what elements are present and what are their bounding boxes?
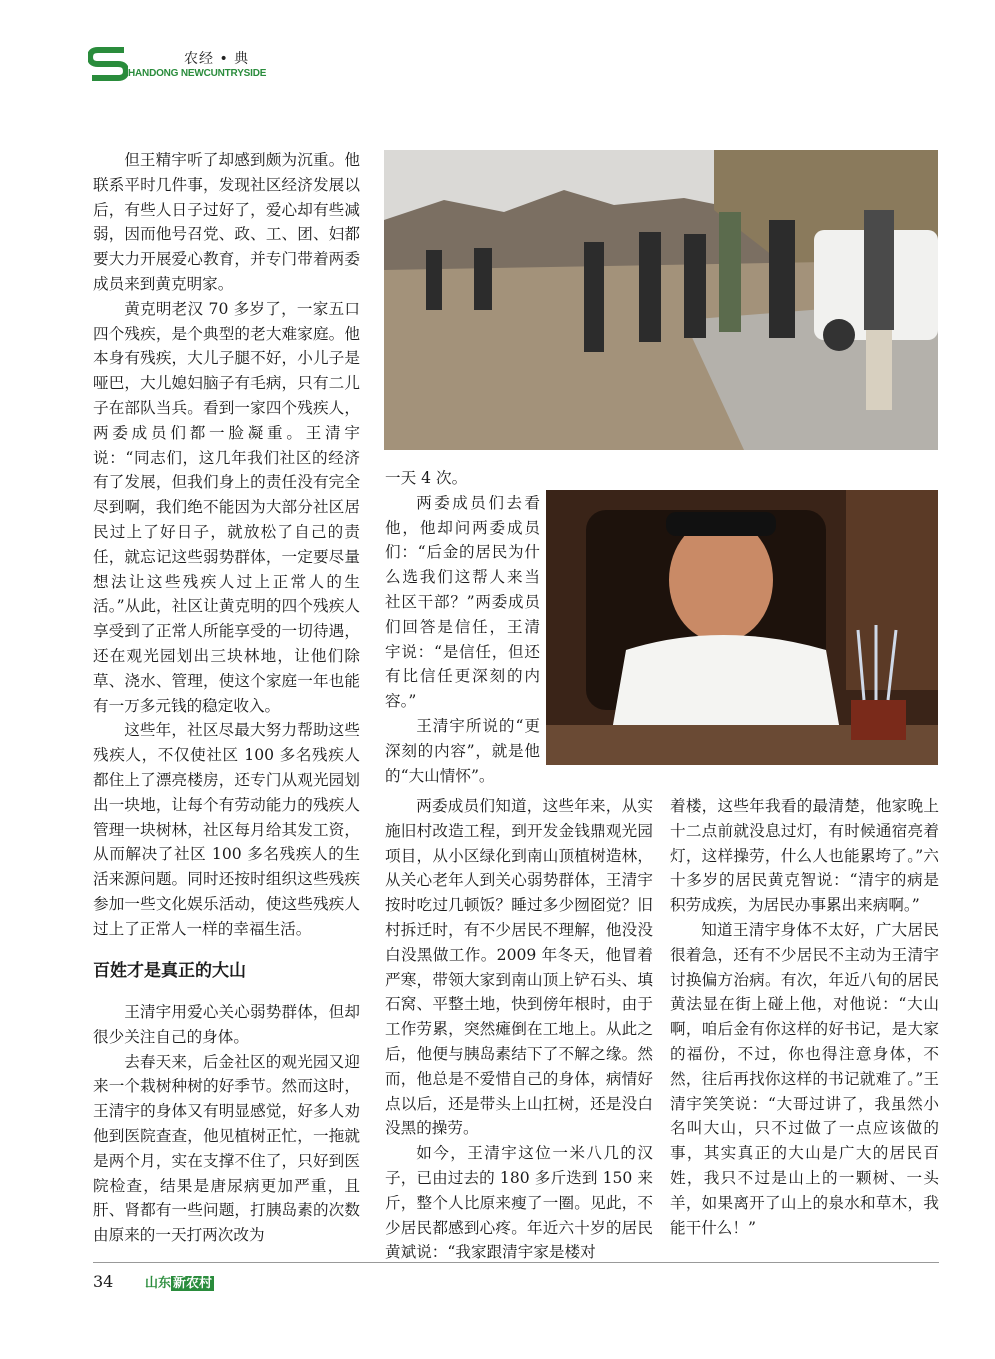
paragraph: 王清宇所说的“更深刻的内容”，就是他的“大山情怀”。	[385, 716, 540, 785]
footer-brand-box: 新农村	[173, 1276, 213, 1291]
column-3	[670, 794, 939, 1240]
paragraph: 这些年，社区尽最大努力帮助这些残疾人，不仅使社区 100 多名残疾人都住上了漂亮楼房，还专门从观光园划出一块地，让每个有劳动能力的残疾人管理一块树林，社区每月给其发工资，从而解决了社区 100 多名残疾人的生活来源问题。同时还按时组织这些残疾参加一些文化娱乐活动，使这些残疾人过上了正常人一样的幸福生活。	[93, 721, 360, 938]
paragraph: 知道王清宇身体不太好，广大居民很着急，还有不少居民不主动为王清宇讨换偏方治病。有次，年近八旬的居民黄法显在街上碰上他，对他说：“大山啊，咱后金有你这样的好书记，是大家的福份，不过，你也得注意身体，不然，往后再找你这样的书记就难了。”王清宇笑笑说：“大哥过讲了，我虽然小名叫大山，只不过做了一点应该做的事，其实真正的大山是广大的居民百姓，我只不过是山上的一颗树、一头羊，如果离开了山上的泉水和草木，我能干什么！”	[670, 920, 939, 1237]
photo-portrait-official	[546, 490, 938, 765]
paragraph: 两委成员们去看他，他却问两委成员们：“后金的居民为什么选我们这帮人来当社区干部？”两委成员们回答是信任，王清宇说：“是信任，但还有比信任更深刻的内容。”	[385, 493, 540, 711]
page-number: 34	[93, 1272, 114, 1291]
paragraph: 王清宇用爱心关心弱势群体，但却很少关注自己的身体。	[93, 1003, 360, 1046]
paragraph: 去春天来，后金社区的观光园又迎来一个栽树种树的好季节。然而这时，王清宇的身体又有明显感觉，好多人劝他到医院查查，他见植树正忙，一拖就是两个月，实在支撑不住了，只好到医院检查，结果是唐尿病更加严重，且肝、肾都有一些问题，打胰岛素的次数由原来的一天打两次改为	[93, 1052, 360, 1245]
paragraph: 两委成员们知道，这些年来，从实施旧村改造工程，到开发金钱鼎观光园项目，从小区绿化到南山顶植树造林，从关心老年人到关心弱势群体，王清宇按时吃过几顿饭？睡过多少囫囵觉？旧村拆迁时，有不少居民不理解，他没没白没黑做工作。2009 年冬天，他冒着严寒，带领大家到南山顶上铲石头、填石窝、平整土地，快到傍年根时，由于工作劳累，突然瘫倒在工地上。从此之后，他便与胰岛素结下了不解之缘。然而，他总是不爱惜自己的身体，病情好点以后，还是带头上山扛树，还是没白没黑的操劳。	[385, 797, 653, 1138]
column-label: 农经 • 典	[184, 51, 250, 67]
logo-s-mark	[88, 46, 128, 82]
footer-rule	[93, 1262, 939, 1263]
logo-subtitle: HANDONG NEWCUNTRYSIDE	[128, 68, 267, 79]
magazine-logo	[88, 46, 288, 86]
column-2	[385, 794, 653, 1265]
column-1-bottom	[93, 1000, 360, 1248]
section-heading: 百姓才是真正的大山	[93, 961, 246, 981]
footer-brand-left: 山东	[145, 1276, 172, 1291]
column-1	[93, 148, 360, 942]
paragraph: 如今，王清宇这位一米八几的汉子，已由过去的 180 多斤迭到 150 来斤，整个人比原来瘦了一圈。见此，不少居民都感到心疼。年近六十岁的居民黄斌说：“我家跟清宇家是楼对	[385, 1144, 653, 1262]
footer-brand	[145, 1272, 214, 1291]
paragraph: 黄克明老汉 70 多岁了，一家五口四个残疾，是个典型的老大难家庭。他本身有残疾，大儿子腿不好，小儿子是哑巴，大儿媳妇脑子有毛病，只有二儿子在部队当兵。看到一家四个残疾人，两委成员们都一脸凝重。王清宇说：“同志们，这几年我们社区的经济有了发展，但我们身上的责任没有完全尽到啊，我们绝不能因为大部分社区居民过上了好日子，就放松了自己的责任，就忘记这些弱势群体，一定要尽量想法让这些残疾人过上正常人的生活。”从此，社区让黄克明的四个残疾人享受到了正常人所能享受的一切待遇，还在观光园划出三块林地，让他们除草、浇水、管理，使这个家庭一年也能有一万多元钱的稳定收入。	[93, 299, 360, 715]
column-2-narrow	[385, 466, 540, 788]
paragraph: 但王精宇听了却感到颇为沉重。他联系平时几件事，发现社区经济发展以后，有些人日子过好了，爱心却有些减弱，因而他号召党、政、工、团、妇都要大力开展爱心教育，并专门带着两委成员来到黄克明家。	[93, 151, 360, 293]
paragraph: 着楼，这些年我看的最清楚，他家晚上十二点前就没息过灯，有时候通宿亮着灯，这样操劳，什么人也能累垮了。”六十多岁的居民黄克智说：“清宇的病是积劳成疾，为居民办事累出来病啊。”	[670, 797, 939, 915]
paragraph: 一天 4 次。	[385, 469, 468, 487]
photo-group-on-mountain	[384, 150, 938, 450]
